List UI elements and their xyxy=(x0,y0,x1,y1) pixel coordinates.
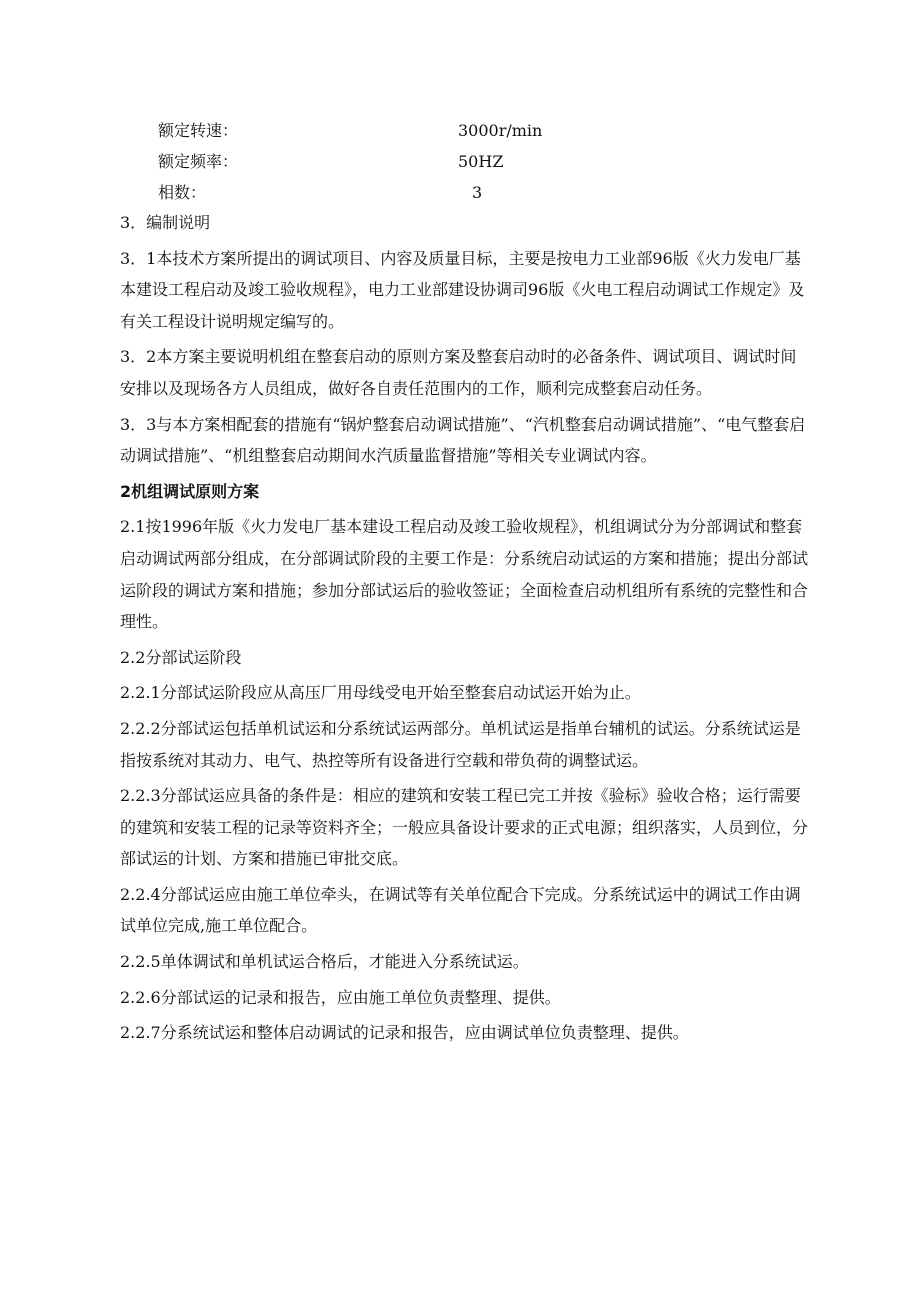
paragraph-2-2: 2.2分部试运阶段 xyxy=(120,647,242,667)
spec-row-rated-speed xyxy=(158,121,542,141)
spec-label: 额定频率： xyxy=(158,152,239,171)
paragraph-2-2-4: 2.2.4分部试运应由施工单位牵头，在调试等有关单位配合下完成。分系统试运中的调试工作由调试单位完成,施工单位配合。 xyxy=(120,884,801,936)
document-body xyxy=(120,207,810,1049)
paragraph-2-2-3: 2.2.3分部试运应具备的条件是：相应的建筑和安装工程已完工并按《验标》验收合格；运行需要的建筑和安装工程的记录等资料齐全；一般应具备设计要求的正式电源；组织落实，人员到位，分部试运的计划、方案和措施已审批交底。 xyxy=(120,786,809,869)
spec-value: 50HZ xyxy=(458,152,504,171)
spec-value: 3 xyxy=(472,183,483,202)
paragraph-2-2-2: 2.2.2分部试运包括单机试运和分系统试运两部分。单机试运是指单台辅机的试运。分系统试运是指按系统对其动力、电气、热控等所有设备进行空载和带负荷的调整试运。 xyxy=(120,718,801,770)
spec-label: 相数： xyxy=(158,183,207,202)
paragraph-2-2-6: 2.2.6分部试运的记录和报告，应由施工单位负责整理、提供。 xyxy=(120,987,561,1007)
spec-row-phases xyxy=(158,183,482,203)
paragraph-3-3: 3．3与本方案相配套的措施有“锅炉整套启动调试措施”、“汽机整套启动调试措施”、“电气整套启动调试措施”、“机组整套启动期间水汽质量监督措施”等相关专业调试内容。 xyxy=(120,414,806,466)
paragraph-2-1: 2.1按1996年版《火力发电厂基本建设工程启动及竣工验收规程》，机组调试分为分部调试和整套启动调试两部分组成，在分部调试阶段的主要工作是：分系统启动试运的方案和措施；提出分部试运阶段的调试方案和措施；参加分部试运后的验收签证；全面检查启动机组所有系统的完整性和合理性。 xyxy=(120,517,809,632)
paragraph-2-2-7: 2.2.7分系统试运和整体启动调试的记录和报告，应由调试单位负责整理、提供。 xyxy=(120,1023,689,1043)
paragraph-2-2-5: 2.2.5单体调试和单机试运合格后，才能进入分系统试运。 xyxy=(120,952,529,972)
spec-label: 额定转速： xyxy=(158,121,239,140)
spec-value: 3000r/min xyxy=(458,121,543,140)
section-heading-3: 3．编制说明 xyxy=(120,213,211,232)
paragraph-3-2: 3．2本方案主要说明机组在整套启动的原则方案及整套启动时的必备条件、调试项目、调试时间安排以及现场各方人员组成，做好各自责任范围内的工作，顺利完成整套启动任务。 xyxy=(120,347,797,398)
paragraph-3-1: 3．1本技术方案所提出的调试项目、内容及质量目标，主要是按电力工业部96版《火力发电厂基本建设工程启动及竣工验收规程》，电力工业部建设协调司96版《火电工程启动调试工作规定》及有关工程设计说明规定编写的。 xyxy=(120,248,805,331)
section-heading-2: 2机组调试原则方案 xyxy=(120,481,260,501)
paragraph-2-2-1: 2.2.1分部试运阶段应从高压厂用母线受电开始至整套启动试运开始为止。 xyxy=(120,683,641,703)
spec-row-rated-frequency xyxy=(158,152,503,172)
